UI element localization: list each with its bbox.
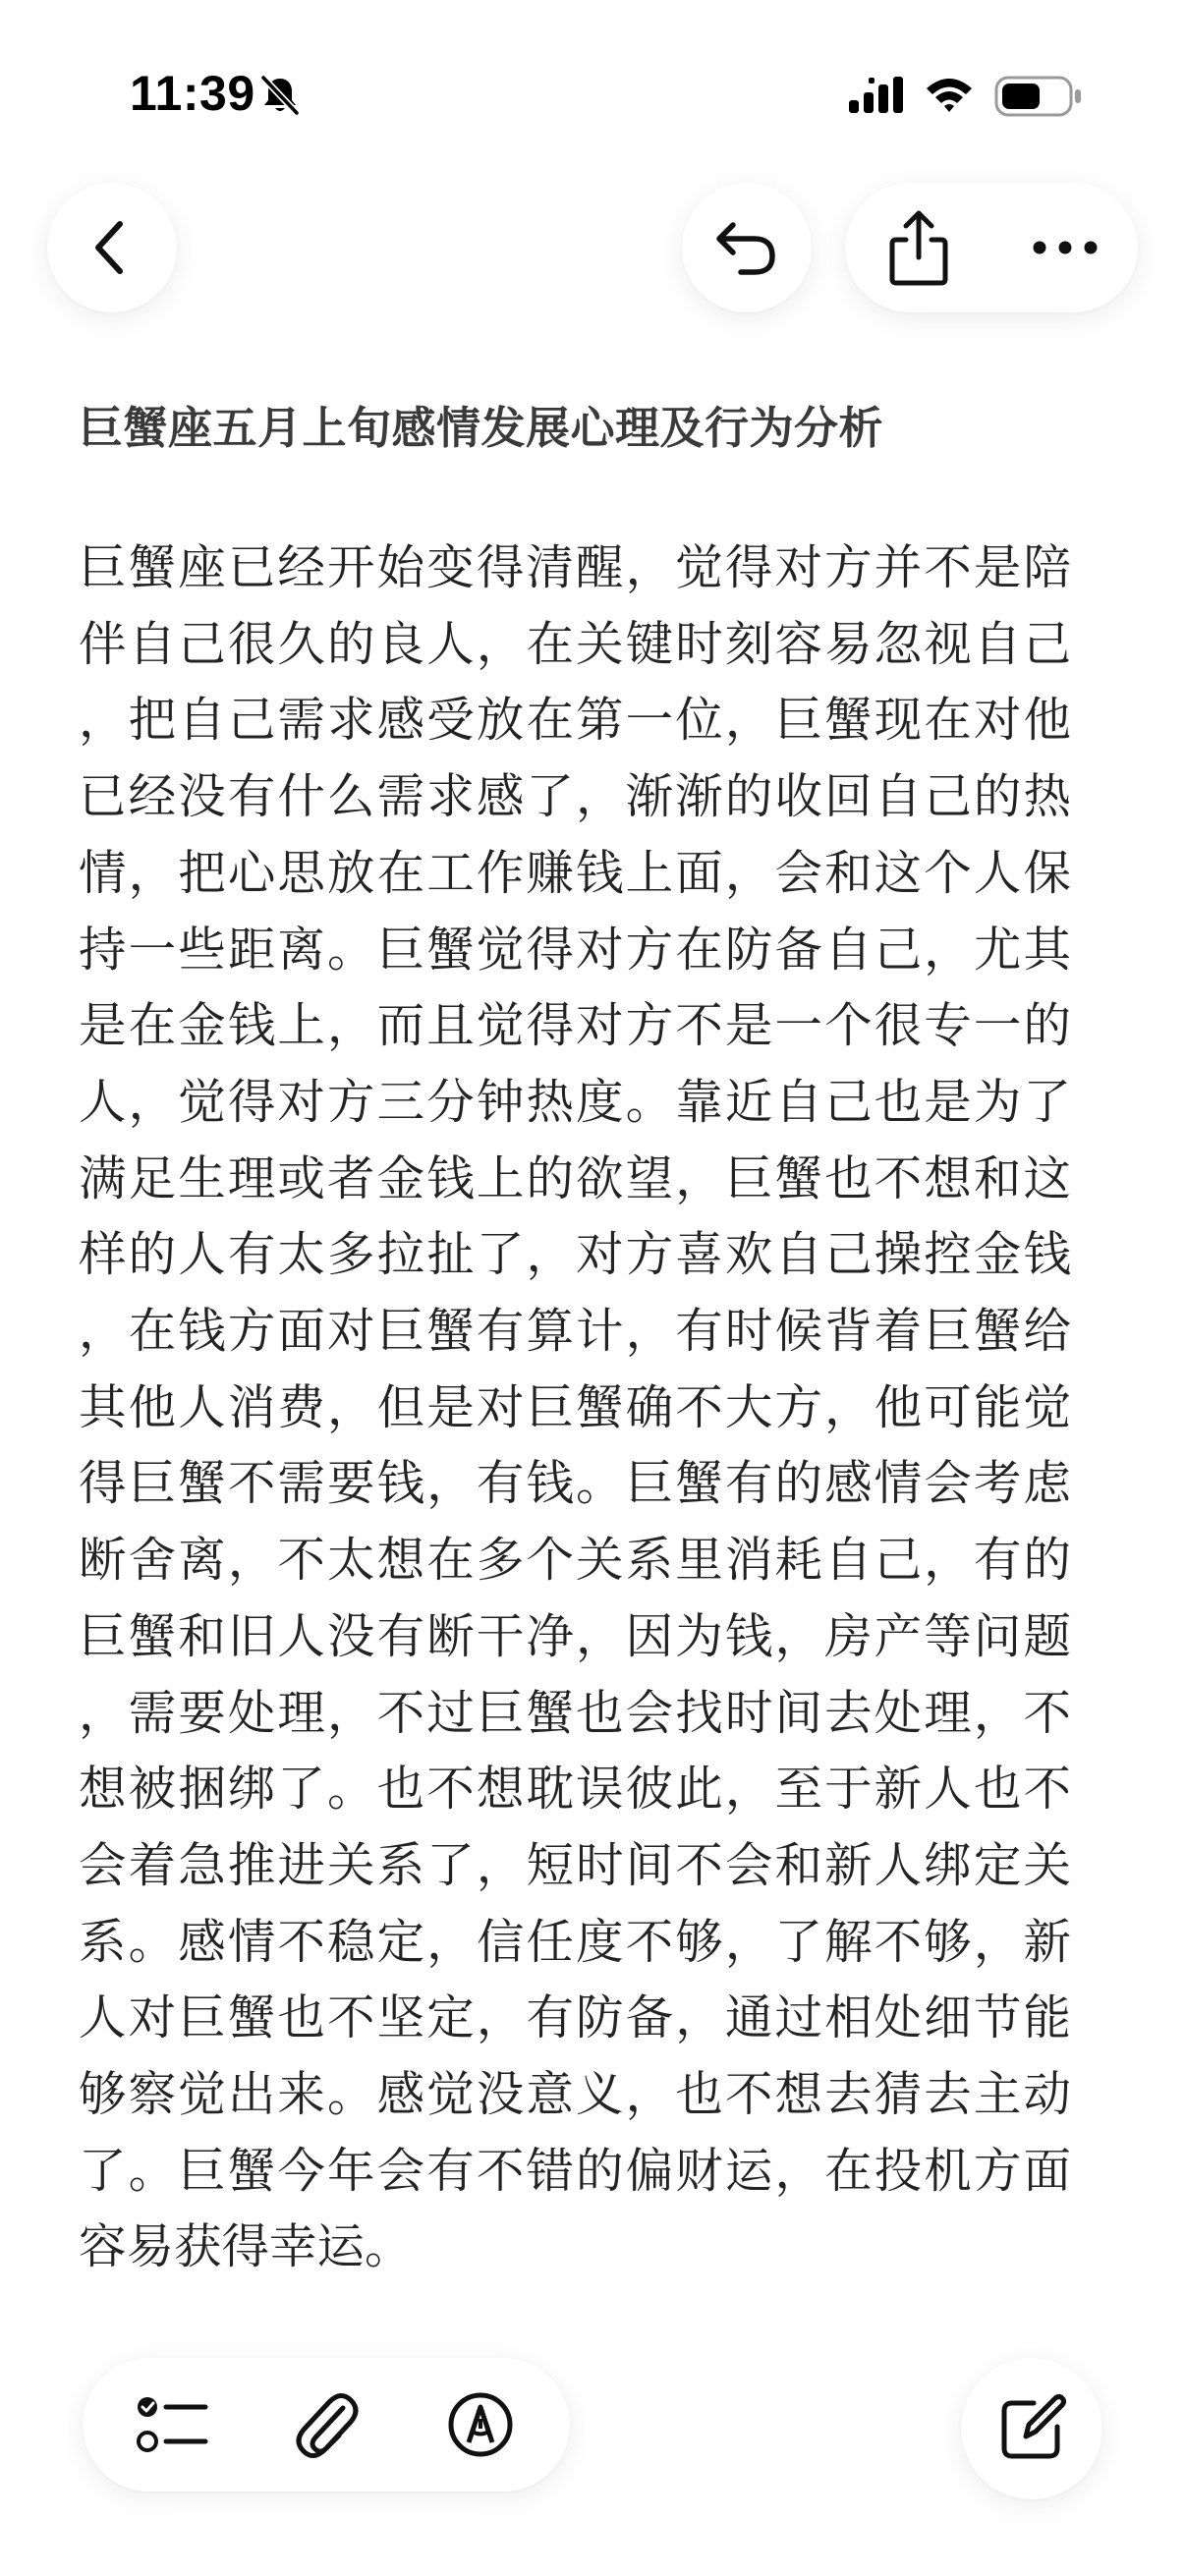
bottom-toolbar bbox=[83, 2358, 570, 2492]
note-content[interactable] bbox=[79, 393, 1110, 2286]
markup-button[interactable] bbox=[426, 2371, 535, 2479]
wifi-icon bbox=[924, 75, 975, 114]
attach-button[interactable] bbox=[272, 2371, 380, 2479]
status-time: 11:39 bbox=[130, 66, 255, 121]
note-title[interactable]: 巨蟹座五月上旬感情发展心理及行为分析 bbox=[79, 402, 884, 454]
paperclip-icon bbox=[292, 2388, 361, 2461]
note-body[interactable]: 巨蟹座已经开始变得清醒，觉得对方并不是陪伴自己很久的良人，在关键时刻容易忽视自己，把自己需求感受放在第一位，巨蟹现在对他已经没有什么需求感了，渐渐的收回自己的热情，把心思放在工作赚钱上面，会和这个人保持一些距离。巨蟹觉得对方在防备自己，尤其是在金钱上，而且觉得对方不是一个很专一的人，觉得对方三分钟热度。靠近自己也是为了满足生理或者金钱上的欲望，巨蟹也不想和这样的人有太多拉扯了，对方喜欢自己操控金钱，在钱方面对巨蟹有算计，有时候背着巨蟹给其他人消费，但是对巨蟹确不大方，他可能觉得巨蟹不需要钱，有钱。巨蟹有的感情会考虑断舍离，不太想在多个关系里消耗自己，有的巨蟹和旧人没有断干净，因为钱，房产等问题，需要处理，不过巨蟹也会找时间去处理，不想被捆绑了。也不想耽误彼此，至于新人也不会着急推进关系了，短时间不会和新人绑定关系。感情不稳定，信任度不够，了解不够，新人对巨蟹也不坚定，有防备，通过相处细节能够察觉出来。感觉没意义，也不想去猜去主动了。巨蟹今年会有不错的偏财运，在投机方面容易获得幸运。 bbox=[79, 540, 1071, 2275]
undo-icon bbox=[711, 215, 782, 280]
bell-slash-icon bbox=[257, 73, 303, 118]
compose-icon bbox=[996, 2393, 1067, 2464]
battery-icon bbox=[994, 75, 1083, 118]
share-button[interactable] bbox=[865, 194, 973, 302]
cellular-signal-icon bbox=[847, 77, 908, 116]
ellipsis-icon bbox=[1030, 238, 1100, 257]
checklist-icon bbox=[135, 2390, 209, 2459]
pen-markup-icon bbox=[445, 2389, 516, 2460]
compose-button[interactable] bbox=[961, 2358, 1102, 2499]
chevron-left-icon bbox=[85, 218, 140, 277]
status-bar bbox=[0, 0, 1185, 187]
back-button[interactable] bbox=[47, 183, 177, 312]
more-button[interactable] bbox=[1011, 194, 1119, 302]
checklist-button[interactable] bbox=[118, 2371, 226, 2479]
share-icon bbox=[884, 208, 953, 287]
undo-button[interactable] bbox=[682, 183, 812, 312]
share-more-group bbox=[845, 183, 1138, 312]
